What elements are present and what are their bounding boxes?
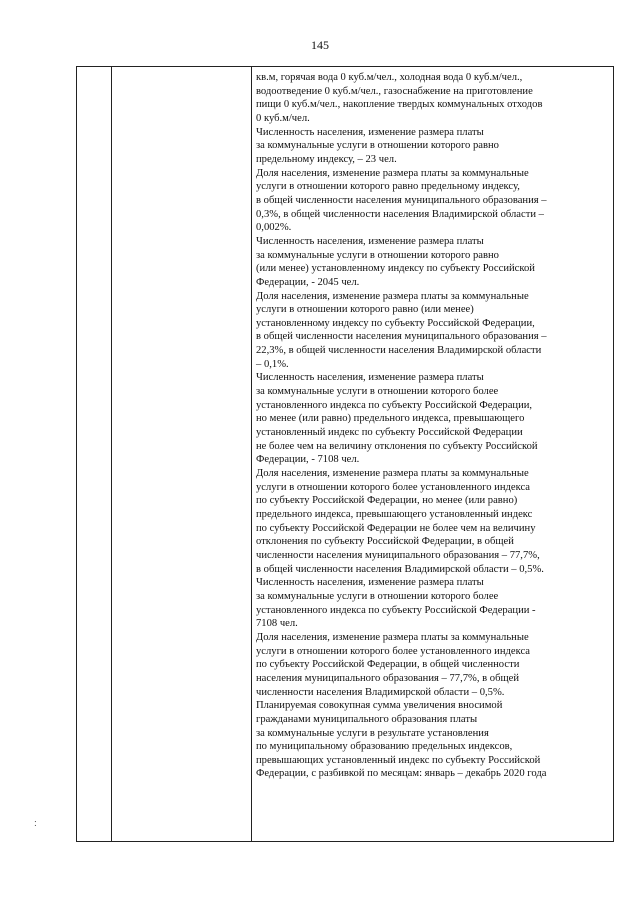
text-line: по субъекту Российской Федерации, но менее (или равно) xyxy=(256,495,518,507)
text-line: за коммунальные услуги в отношении которого равно xyxy=(256,140,499,152)
text-line: 0 куб.м/чел. xyxy=(256,112,310,124)
text-line: превышающих установленный индекс по субъекту Российской xyxy=(256,754,541,766)
text-line: 7108 чел. xyxy=(256,618,298,630)
text-line: (или менее) установленному индексу по субъекту Российской xyxy=(256,263,535,275)
text-line: Федерации, - 2045 чел. xyxy=(256,276,360,288)
text-line: не более чем на величину отклонения по субъекту Российской xyxy=(256,440,538,452)
text-line: населения муниципального образования – 77,7%, в общей xyxy=(256,672,520,684)
table-column-number xyxy=(77,67,112,841)
text-line: водоотведение 0 куб.м/чел., газоснабжение на приготовление xyxy=(256,85,533,97)
text-line: за коммунальные услуги в отношении которого более xyxy=(256,590,499,602)
text-line: численности населения Владимирской области – 0,5%. xyxy=(256,686,505,698)
text-line: Федерации, с разбивкой по месяцам: январь – декабрь 2020 года xyxy=(256,768,547,780)
text-line: Численность населения, изменение размера платы xyxy=(256,372,484,384)
text-line: по субъекту Российской Федерации не более чем на величину xyxy=(256,522,536,534)
table-column-description xyxy=(252,67,615,841)
text-line: в общей численности населения Владимирской области – 0,5%. xyxy=(256,563,544,575)
text-line: предельному индексу, – 23 чел. xyxy=(256,153,397,165)
text-line: пищи 0 куб.м/чел., накопление твердых коммунальных отходов xyxy=(256,99,543,111)
text-line: Планируемая совокупная сумма увеличения вносимой xyxy=(256,700,503,712)
text-line: Доля населения, изменение размера платы за коммунальные xyxy=(256,167,529,179)
text-line: Численность населения, изменение размера платы xyxy=(256,235,484,247)
text-line: услуги в отношении которого более установленного индекса xyxy=(256,645,531,657)
text-line: отклонения по субъекту Российской Федерации, в общей xyxy=(256,536,514,548)
text-line: 0,002%. xyxy=(256,222,292,234)
text-line: численности населения муниципального образования – 77,7%, xyxy=(256,549,540,561)
text-line: предельного индекса, превышающего установленный индекс xyxy=(256,509,533,520)
text-line: Доля населения, изменение размера платы за коммунальные xyxy=(256,468,529,480)
text-line: за коммунальные услуги в результате установления xyxy=(256,727,489,739)
text-line: кв.м, горячая вода 0 куб.м/чел., холодная вода 0 куб.м/чел., xyxy=(256,72,523,83)
text-line: услуги в отношении которого равно предельному индексу, xyxy=(256,181,520,193)
text-line: по субъекту Российской Федерации, в общей численности xyxy=(256,659,520,671)
text-line: Доля населения, изменение размера платы за коммунальные xyxy=(256,631,529,643)
text-line: за коммунальные услуги в отношении которого равно xyxy=(256,249,499,261)
table-column-indicator xyxy=(112,67,252,841)
text-line: услуги в отношении которого равно (или менее) xyxy=(256,304,474,316)
text-line: услуги в отношении которого более установленного индекса xyxy=(256,481,531,493)
text-line: – 0,1%. xyxy=(256,358,289,370)
text-line: установленному индексу по субъекту Российской Федерации, xyxy=(256,317,535,329)
text-line: в общей численности населения муниципального образования – xyxy=(256,194,547,206)
text-line: гражданами муниципального образования платы xyxy=(256,713,478,725)
text-line: но менее (или равно) предельного индекса, превышающего xyxy=(256,413,525,425)
margin-mark: ː xyxy=(34,818,37,829)
text-line: Федерации, - 7108 чел. xyxy=(256,454,360,466)
text-line: за коммунальные услуги в отношении которого более xyxy=(256,386,499,398)
text-line: в общей численности населения муниципального образования – xyxy=(256,331,547,343)
text-line: 22,3%, в общей численности населения Владимирской области xyxy=(256,345,542,357)
text-line: установленного индекса по субъекту Российской Федерации - xyxy=(256,604,536,616)
text-line: Численность населения, изменение размера платы xyxy=(256,577,484,589)
document-table xyxy=(76,66,614,842)
page-number: 145 xyxy=(311,38,329,52)
text-line: 0,3%, в общей численности населения Владимирской области – xyxy=(256,208,544,220)
text-line: установленного индекса по субъекту Российской Федерации, xyxy=(256,399,533,411)
text-line: Численность населения, изменение размера платы xyxy=(256,126,484,138)
text-line: установленный индекс по субъекту Российской Федерации xyxy=(256,427,523,439)
text-line: по муниципальному образованию предельных индексов, xyxy=(256,741,513,753)
text-line: Доля населения, изменение размера платы за коммунальные xyxy=(256,290,529,302)
